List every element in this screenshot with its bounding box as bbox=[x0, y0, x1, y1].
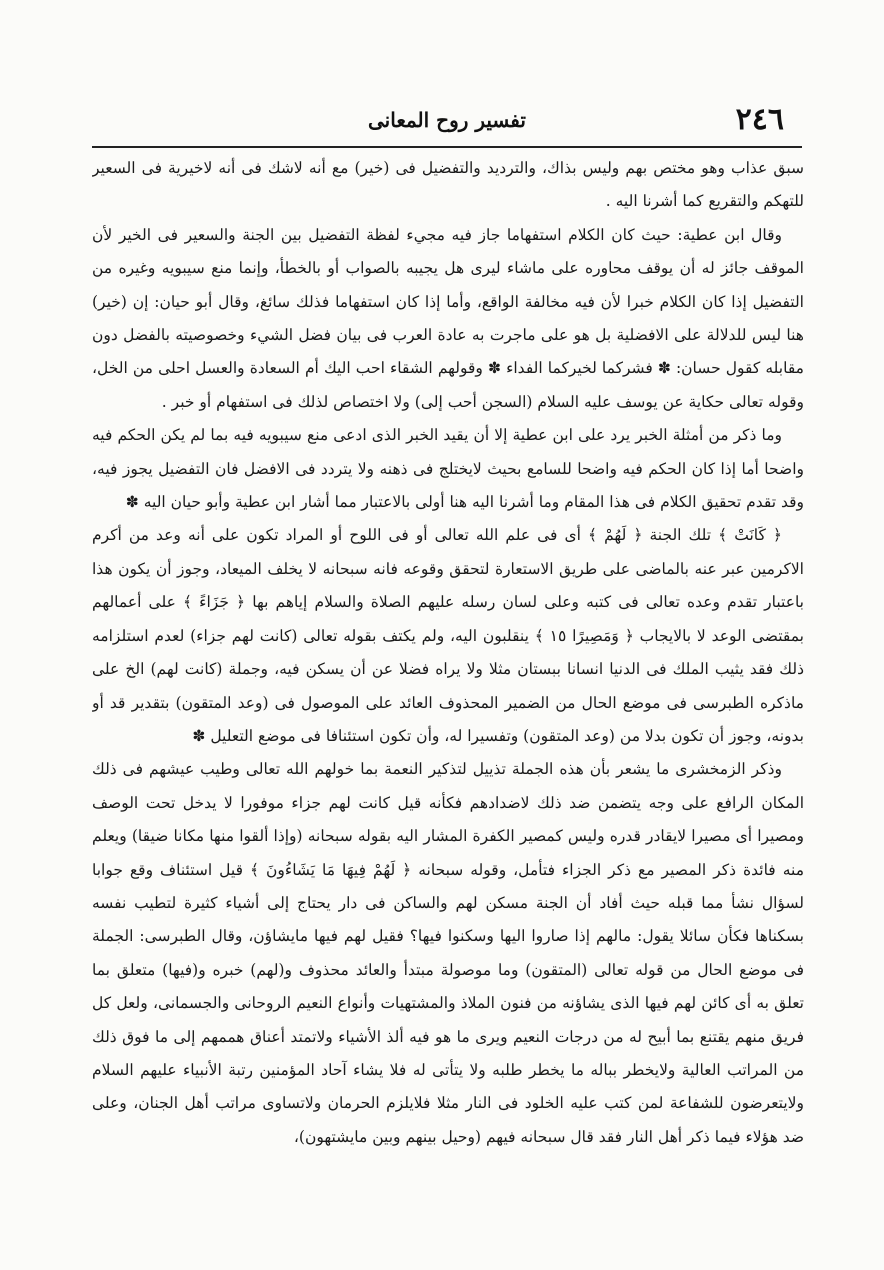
paragraph: وذكر الزمخشرى ما يشعر بأن هذه الجملة تذييل لتذكير النعمة بما خولهم الله تعالى وطيب عيشهم فى ذلك المكان الرافع على وجه يتضمن ضد ذلك لاضدادهم فكأنه قيل كانت لهم جزاء موفورا لا يدخل تحت الوصف ومصيرا أى مصيرا لايقادر قدره وليس كمصير الكفرة المشار اليه بقوله سبحانه (وإذا ألقوا منها مكانا ضيقا) ويعلم منه فائدة ذكر المصير مع ذكر الجزاء فتأمل، وقوله سبحانه ﴿ لَهُمْ فِيهَا مَا يَشَاءُونَ ﴾ قيل استئناف وقع جوابا لسؤال نشأ مما قبله حيث أفاد أن الجنة مسكن لهم والساكن فى دار يحتاج إلى أشياء كثيرة لتطيب نفسه بسكناها فكأن سائلا يقول: مالهم إذا صاروا اليها وسكنوا فيها؟ فقيل لهم فيها مايشاؤن، وقال الطبرسى: الجملة فى موضع الحال من قوله تعالى (المتقون) وما موصولة مبتدأ والعائد محذوف و(لهم) خبره و(فيها) متعلق بما تعلق به أى كائن لهم فيها الذى يشاؤنه من فنون الملاذ والمشتهيات وأنواع النعيم الروحانى والجسمانى، ولعل كل فريق منهم يقتنع بما أبيح له من درجات النعيم ويرى ما هو فيه ألذ الأشياء ولاتمتد أعناق هممهم إلى ما فوق ذلك من المراتب العالية ولايخطر بباله ما يخطر طلبه ولا يتأتى له فلا يشاء آحاد المؤمنين رتبة الأنبياء عليهم السلام ولايتعرضون للشفاعة لمن كتب عليه الخلود فى النار مثلا فلايلزم الحرمان ولاتساوى مراتب أهل الجنان، وعلى ضد هؤلاء فيما ذكر أهل النار فقد قال سبحانه فيهم (وحيل بينهم وبين مايشتهون)، bbox=[92, 760, 804, 1146]
page-number: ٢٤٦ bbox=[735, 102, 784, 137]
running-title: تفسير روح المعانى bbox=[368, 108, 526, 132]
paragraph: ﴿ كَانَتْ ﴾ تلك الجنة ﴿ لَهُمْ ﴾ أى فى علم الله تعالى أو فى اللوح أو المراد تكون على أنه وعد من أكرم الاكرمين عبر عنه بالماضى على طريق الاستعارة لتحقق وقوعه فانه سبحانه لا يخلف الميعاد، وجوز أن يكون هذا باعتبار تقدم وعده تعالى فى كتبه وعلى لسان رسله عليهم الصلاة والسلام إياهم بها ﴿ جَزَاءً ﴾ على أعمالهم بمقتضى الوعد لا بالايجاب ﴿ وَمَصِيرًا ١٥ ﴾ ينقلبون اليه، ولم يكتف بقوله تعالى (كانت لهم جزاء) لعدم استلزامه ذلك فقد يثيب الملك فى الدنيا انسانا ببستان مثلا ولا يراه فضلا عن أن يسكن فيه، وجملة (كانت لهم) الخ على ماذكره الطبرسى فى موضع الحال من الضمير المحذوف العائد على الموصول فى (وعد المتقون) بتقدير قد أو بدونه، وجوز أن تكون بدلا من (وعد المتقون) وتفسيرا له، وأن تكون استئنافا فى موضع التعليل ✽ bbox=[92, 526, 804, 745]
paragraph: وقال ابن عطية: حيث كان الكلام استفهاما جاز فيه مجيء لفظة التفضيل بين الجنة والسعير فى الخير لأن الموقف جائز له أن يوقف محاوره على ماشاء ليرى هل يجيبه بالصواب أو بالخطأ، وإنما منع سيبويه وغيره من التفضيل إذا كان الكلام خبرا لأن فيه مخالفة الواقع، وأما إذا كان استفهاما فذلك سائغ، وقال أبو حيان: إن (خير) هنا ليس للدلالة على الافضلية بل هو على ماجرت به عادة العرب فى بيان فضل الشيء وخصوصيته بالفضل دون مقابله كقول حسان: ✽ فشركما لخيركما الفداء ✽ وقولهم الشقاء احب اليك أم السعادة والعسل احلى من الخل، وقوله تعالى حكاية عن يوسف عليه السلام (السجن أحب إلى) ولا اختصاص لذلك فى استفهام أو خبر ‌. bbox=[92, 225, 804, 411]
header-rule bbox=[92, 146, 802, 148]
paragraph: سبق عذاب وهو مختص بهم وليس بذاك، والترديد والتفضيل فى (خير) مع أنه لاشك فى أنه لاخيرية فى السعير للتهكم والتقريع كما أشرنا اليه ‌. bbox=[92, 159, 804, 211]
body-text bbox=[92, 152, 804, 1202]
page-header bbox=[92, 100, 802, 146]
paragraph: وما ذكر من أمثلة الخبر يرد على ابن عطية إلا أن يقيد الخبر الذى ادعى منع سيبويه فيه بما لم يكن الحكم فيه واضحا أما إذا كان الحكم فيه واضحا للسامع بحيث لايختلج فى ذهنه ولا يتردد فى الافضل فان التفضيل يجوز فيه، وقد تقدم تحقيق الكلام فى هذا المقام وما أشرنا اليه هنا أولى بالاعتبار مما أشار ابن عطية وأبو حيان اليه ✽ bbox=[92, 426, 804, 512]
